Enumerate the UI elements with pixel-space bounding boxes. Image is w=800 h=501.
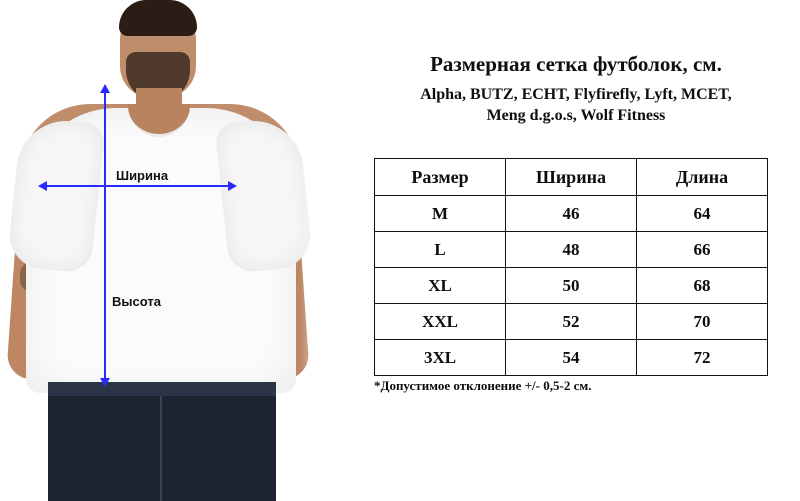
cell-size: XL: [375, 268, 506, 304]
width-label: Ширина: [116, 168, 169, 183]
cell-length: 70: [637, 304, 768, 340]
width-arrow-head-right: [228, 181, 237, 191]
brand-list: [360, 84, 792, 126]
model-photo: [0, 0, 352, 501]
cell-width: 46: [506, 196, 637, 232]
column-header-size: Размер: [375, 159, 506, 196]
brand-list-line-1: Alpha, BUTZ, ECHT, Flyfirefly, Lyft, MCET,: [420, 86, 732, 103]
model-hair: [119, 0, 197, 36]
tshirt-right-sleeve: [214, 116, 313, 274]
table-row: [375, 232, 768, 268]
cell-width: 50: [506, 268, 637, 304]
cell-width: 48: [506, 232, 637, 268]
column-header-length: Длина: [637, 159, 768, 196]
size-info-panel: [352, 0, 800, 501]
page-title: Размерная сетка футболок, см.: [430, 52, 722, 76]
model-jeans-seam: [160, 396, 162, 501]
cell-size: XXL: [375, 304, 506, 340]
cell-length: 64: [637, 196, 768, 232]
cell-length: 66: [637, 232, 768, 268]
height-arrow-head-bottom: [100, 378, 110, 387]
product-photo-panel: [0, 0, 352, 501]
cell-length: 68: [637, 268, 768, 304]
photo-edge-fade: [300, 0, 352, 501]
size-table: [374, 158, 768, 376]
table-row: [375, 268, 768, 304]
cell-width: 52: [506, 304, 637, 340]
height-arrow-head-top: [100, 84, 110, 93]
cell-width: 54: [506, 340, 637, 376]
cell-size: L: [375, 232, 506, 268]
tshirt-left-sleeve: [6, 116, 105, 274]
height-label: Высота: [112, 294, 161, 309]
width-arrow-line: [46, 185, 232, 187]
model-jeans-waistband: [48, 382, 276, 396]
model-jeans: [48, 382, 276, 501]
tolerance-note: *Допустимое отклонение +/- 0,5-2 см.: [374, 378, 592, 393]
width-arrow-head-left: [38, 181, 47, 191]
cell-size: M: [375, 196, 506, 232]
height-arrow-line: [104, 92, 106, 380]
table-header-row: [375, 159, 768, 196]
cell-size: 3XL: [375, 340, 506, 376]
column-header-width: Ширина: [506, 159, 637, 196]
brand-list-line-2: Meng d.g.o.s, Wolf Fitness: [486, 107, 666, 124]
table-row: [375, 340, 768, 376]
table-row: [375, 304, 768, 340]
cell-length: 72: [637, 340, 768, 376]
table-row: [375, 196, 768, 232]
